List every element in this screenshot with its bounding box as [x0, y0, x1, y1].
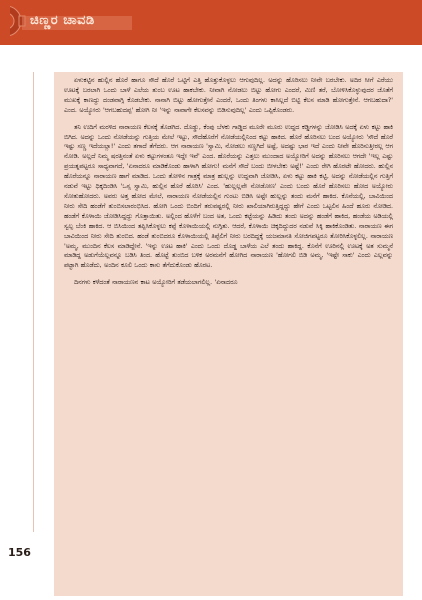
page-number: 156: [8, 546, 31, 559]
paragraph-1: ಏಳುಕಟ್ಟಿನ ಹುಲ್ಲಿನ ಹೊರೆ ಹಾಗೂ ಸೌದೆ ಹೊರೆ ಒಟ್ಟಿಗೆ ಎತ್ತಿ ಹೊತ್ತುಕೊಳ್ಳಲು ಆಗುವುದಿಲ್ಲ. ಅದನ್ನು ಹೊರಿಸಲು ನೀವೇ ಬರಬೇಕು. ಅದಿರ ಸೀಗೆ ಎರೆಯು ಊಟಕ್ಕೆ ಬರಲಾಗಿ ಒಂದು ಬಾಳೆ ಎಲೆಯ ತುಂಬ ಊಟ ಹಾಕಬೇಕು. ನೀವಾಗಿ ನೋಡಲು ಬಿಟ್ಟು ಹೋಗು ಎಂದರೆ, ಮಿಣಿ ತರೆ, ಬೋಳಿಸಿಕೊಳ್ಳುವುದರ ಜೊತೆಗೆ ಮುಖಕ್ಕೆ ಕಾಣದ್ದು ದಂಡವಾಗ್ಗಿ ಕೊಡಬೇಕು. ನಾನಾಗಿ ಬಿಟ್ಟು ಹೋಗುತ್ತೇನೆ ಎಂದರೆ, ಒಂದು ತಿಂಗಳು ಕಾಸಿಲ್ಲದೆ ಬಿಟ್ಟಿ ಕೆಲಸ ಮಾಡಿ ಹೋಗುತ್ತೇನೆ. ಆಗಬಹುದಾ?' ಎಂದ. ಅಯ್ಯೋರು 'ಆಗಬಹುದಪ್ಪ' ಹೋಗಿ ನೀ 'ಇನ್ನು ನಾವಾಗೇ ಕೆಲಸವನ್ನು ಬಿಡಿಸುವುದಿಲ್ಲ' ಎಂದು ಒಪ್ಪಿಕೊಂಡರು.: [64, 77, 393, 114]
paragraph-2: ತನಿ ಉದಿಗೆ ಮರಳಿದ ನಾರಾಯಣ ಕೆಲಸಕ್ಕೆ ತೊಡಗಿದ. ದೊಡ್ಡು, ಕೆಂಪು ಬೆಳಕು ಗಾಡ್ಡಿದ ಮೂರೇ ಮೂರು ಉದ್ದದ ಕಡ್ಡಿಗಳನ್ನು ಜೋಡಿಸಿ ಅದಕ್ಕೆ ಏಳು ಕಟ್ಟು ಹಾಕಿ ಬಿಗಿದ. ಅದನ್ನು ಒಂದು ನೋಡೆಯನ್ನು ಗುತ್ತಿಯ ಮೇಲೆ ಇಟ್ಟು, ಸೌದೆಹೊರೆಗೆ ನೋಡೆಯಲ್ಲಿನಿಂದ ಕಟ್ಟು ಹಾಕಿದ. ಹೊರೆ ಹೊರಿಸಲು ಬಂದ ಅಯ್ಯೋರು 'ಸೌದೆ ಹೊರೆ ಇಷ್ಟು ಸಣ್ಣ ಇದೆಯಲ್ಲಾ!' ಎಂದು ತಗಾದೆ ತೆಗೆದರು. ಆಗ ನಾರಾಯಣ 'ಸ್ವಾಮಿ, ನೋಡಲು ಸಣ್ಣಗಿದೆ ಅಷ್ಟೆ, ಅದಷ್ಟು ಭಾರ ಇದೆ ಎಂದು ನೀವೇ ಹೊರಿಸುತ್ತೀರಲ್ಲ ಆಗ ನೋಡಿ. ಅಲ್ಲದೆ ನಿಮ್ಮ ಷರತ್ತಿನಂತೆ ಏಳು ಕಟ್ಟುಗಳಂತೂ ಇದ್ದೇ ಇವೆ' ಎಂದ. ಹೊರೆಯನ್ನು ಎತ್ತಲು ಮುಂದಾದ ಅಯ್ಯೋರಿಗೆ ಅದನ್ನು ಹೊರಿಸಲು ಆಗದೇ 'ಇಲ್ಲ ಎಷ್ಟು ಪ್ರಯತ್ನಪಟ್ಟರೂ ಸಾಧ್ಯವಾಗದೆ, 'ಏನಾದರೂ ಮಾಡಿಕೊಂಡು ಹಾಳಾಗಿ ಹೋಗು! ಮನೆಗೆ ಸೌದೆ ಬಂದು ಬೀಳಬೇಕು ಅಷ್ಟೆ!' ಎಂದು ರೇಗಿ ಹೊರಟೇ ಹೋದರು. ಹುಲ್ಲಿನ ಹೊರೆಯನ್ನೂ ನಾರಾಯಣ ಹಾಗೆ ಮಾಡಿದ. ಒಂದು ತೋಳಿನ ಗಾತ್ರಕ್ಕೆ ಮಾತ್ರ ಹುಲ್ಲನ್ನು ಉದ್ದವಾಗಿ ಜೋಡಿಸಿ, ಏಳು ಕಟ್ಟು ಹಾಕಿ ಕಟ್ಟಿ, ಅದನ್ನು ನೋಡೆಯಲ್ಲಿನ ಗುತ್ತಿಗೆ ನಡುವೆ ಇಟ್ಟು ಧಿಕ್ಕದಿಂಡಿಸಿ 'ಒಸ್ಸ ಸ್ವಾಮಿ, ಹುಲ್ಲಿನ ಹೊರೆ ಹೊರಿಸಿ' ಎಂದ. 'ಹುಲ್ಲಲ್ಲವೇ ನೋಡೋಣ' ಎಂದು ಬಂದು ಹೊರೆ ಹೊರಿಸಲು ಹೋದ ಅಯ್ಯೋರು ಸೋತುಹೋದರು. ಅವರು ಅತ್ತ ಹೋದ ಮೇಲೆ, ನಾರಾಯಣ ನೋಡೆಯಲ್ಲಿನ ಗುಂಟು ಬಿಡಿಸಿ ಅಷ್ಟೇ ಹುಲ್ಲನ್ನು ತಂದು ಮನೆಗೆ ಹಾಕಿದ. ಕೊನೆಯಲ್ಲಿ, ಬಾವಿಯಿಂದ ನೀರು ಸೇದಿ ಹಂಡೆಗೆ ತುಂಬಿಸಲಾರಂಭಿಸಿದ. ಹೋಗಿ ಒಂದು ಬಿಂದಿಗೆ ತರುವಷ್ಟರಲ್ಲಿ ನೀರು ಖಾಲಿಯಾಗಿರುತ್ತಿದ್ದದ್ದು ಹೇಗೆ ಎಂದು ಒಟ್ಟಲಿನ ಹಿಂದೆ ಹೂರು ನೋಡಿದ. ಹಂಡೆಗೆ ಕೊಳಾಯಿ ಜೋಡಿಸಿದ್ದದ್ದು ಗೊತ್ತಾಯಿತು. ಅಲ್ಲಿಂದ ಹೊಳೆಗೆ ಬಂದ ಅತ, ಒಂದು ಕಟ್ಟೆಯನ್ನು ಹಿಡಿದು ತಂದು ಅದನ್ನು ಹಂಡೆಗೆ ಹಾಕಿದ, ಹಂಡೆಯ ಅಡಿಯಲ್ಲಿ ಸ್ವಲ್ಪ ಬೆಂಕಿ ಹಾಕಿದ. ಆ ಬಿಸಿಯಿಂದ ತಪ್ಪಿಸಿಕೊಳ್ಳಲು ಕಪ್ಪೆ ಕೊಳಾಯಿಯಲ್ಲಿ ನುಗ್ಗಿತು. ಆದರೆ, ಕೊಳಾಯಿ ಚಿಕ್ಕದಿದ್ದುದರ ನಡುವೆ ಸಿಕ್ಕಿ ಹಾಕಿಕೊಂಡಿತು. ನಾರಾಯಣ ಈಗ ಬಾವಿಯಿಂದ ನೀರು ಸೇದಿ ತುಂಬಿದ. ಹಂಡೆ ತುಂಬಿದರೂ ಕೊಳಾಯಿಯಲ್ಲಿ ತಿಪ್ಪೆಲಿಗೆ ನೀರು ಬರದಿದ್ದಕ್ಕೆ ಯಜಮಾನತಿ ಸೋಜಿಗಪಟ್ಟರೂ ತೋರಿಸಿಕೊಳ್ಳಲಿಲ್ಲ. ನಾರಾಯಣ 'ಅಮ್ಮ, ಮುಂದಿನ ಕೆಲಸ ಮಾಡಿದ್ದೇನೆ. 'ಇನ್ನು ಊಟ ಹಾಕಿ' ಎಂದು ಒಂದು ದೊಡ್ಡ ಬಾಳೆಯ ಎಲೆ ತಂದು ಹಾಕಿದ್ದ. ಕೊನೆಗೆ ಊರಿನಲ್ಲಿ ಊಟಕ್ಕೆ ಅತ ಸುಮ್ಮನೆ ಮಾಡಿದ್ದ ಅಡುಗೆಯೆಲ್ಲವನ್ನೂ ಬಡಿಸಿ ತಿಂದ. ಹೊಟ್ಟೆ ತುಂಬಿದ ಬಳಿಕ ಅರಮನೆಗೆ ಹೋಗಿದ ನಾರಾಯಣ 'ಹೋಗಲಿ ಬಿಡಿ ಅಮ್ಮ, 'ಇಷ್ಟೇ ಸಾಕು' ಎಂದು ಎಲ್ಲವನ್ನು ಪಟ್ಟಾಗಿ ಹೊಡೆದು, ಅಂದಿನ ಕೂಲಿ ಒಂದು ಕಾಸು ತೆಗೆದುಕೊಂಡು ಹೊರಟ.: [64, 123, 393, 270]
story-text: [64, 76, 393, 295]
section-title-block: [24, 9, 95, 28]
paragraph-3: ದಿನಗಳು ಕಳೆದಂತೆ ನಾರಾಯಣನ ಕಾಟ ಅಯ್ಯೋರಿಗೆ ತಡೆಯಲಾಗಲಿಲ್ಲ. 'ಏನಾದರೂ: [74, 279, 238, 287]
margin-rule: [33, 72, 34, 532]
page-title: ಚಿಣ್ಣರ ಚಾವಡಿ: [30, 13, 95, 28]
